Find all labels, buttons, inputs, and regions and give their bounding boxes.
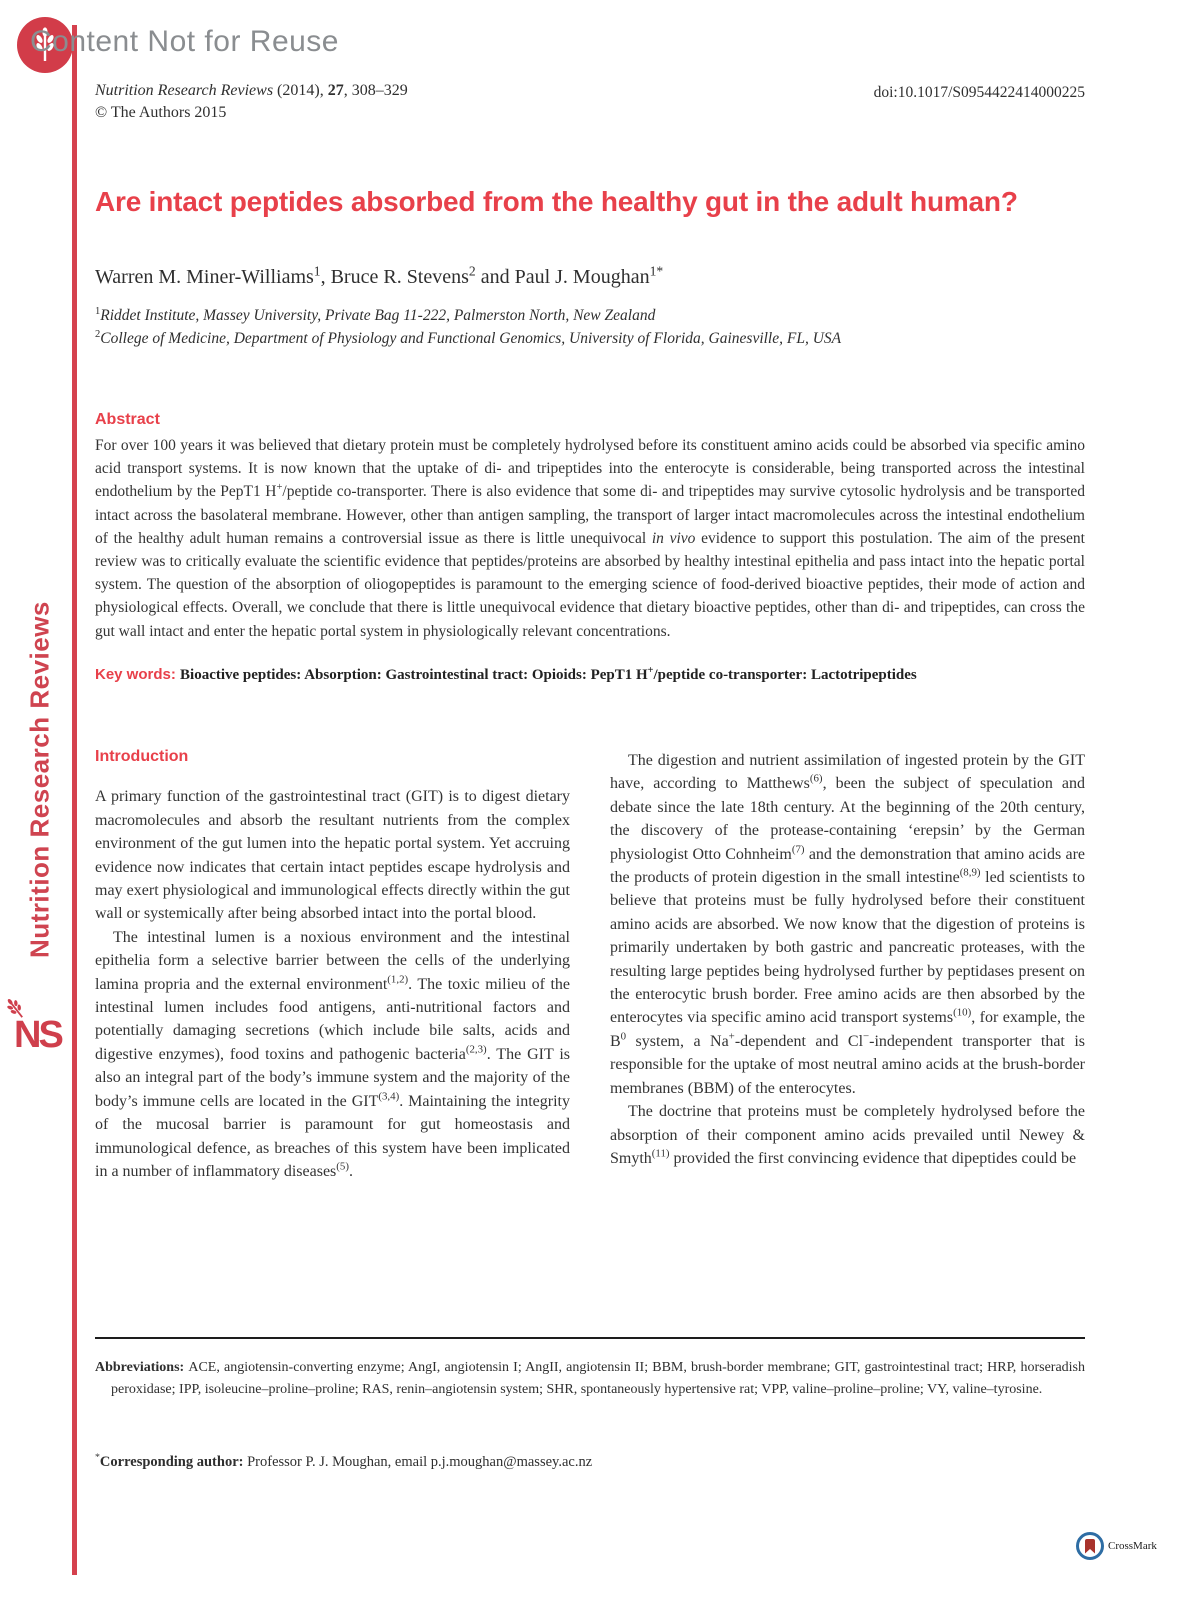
author-2: Bruce R. Stevens [330,266,469,288]
right-column [610,745,1085,1183]
journal-name: Nutrition Research Reviews [95,82,274,99]
article-title: Are intact peptides absorbed from the healthy gut in the adult human? [95,186,1018,217]
vertical-red-rule [72,25,77,1575]
crossmark-badge[interactable] [1076,1532,1157,1560]
paragraph: The doctrine that proteins must be completely hydrolysed before the absorption of their component amino acids prevailed until Newey & Smyth$^{(11)}$ provided the first convincing evidence that dipeptides could be [610,1103,1085,1167]
watermark-text: Content Not for Reuse [30,25,339,58]
sidebar-journal-name: Nutrition Research Reviews [24,601,55,959]
bookmark-icon [1085,1539,1095,1554]
author-1: Warren M. Miner-Williams [95,266,314,288]
left-column [95,745,570,1183]
paragraph: A primary function of the gastrointestinal tract (GIT) is to digest dietary macromolecules and absorb the resultant nutrients from the complex environment of the gut lumen into the hepatic portal system. Yet accruing evidence now indicates that certain intact peptides escape hydrolysis and may exert physiological and immunological effects directly within the gut wall or systemically after being absorbed intact into the portal blood. [95,788,570,923]
abstract-text: For over 100 years it was believed that dietary protein must be completely hydrolysed before its constituent amino acids could be absorbed via specific amino acid transport systems. It is now known that the uptake of di- and tripeptides into the enterocyte is considerable, being transported across the intestinal endothelium by the PepT1 H+/peptide co-transporter. There is also evidence that some di- and tripeptides may survive cytosolic hydrolysis and be transported intact across the basolateral membrane. However, other than antigen sampling, the transport of larger intact macromolecules across the intestinal endothelium of the healthy adult human remains a controversial issue as there is little unequivocal in vivo evidence to support this postulation. The aim of the present review was to critically evaluate the scientific evidence that peptides/proteins are absorbed by healthy intestinal epithelia and pass intact into the hepatic portal system. The question of the absorption of oliogopeptides is paramount to the emerging science of food-derived bioactive peptides, their mode of action and physiological effects. Overall, we conclude that there is little unequivocal evidence that dietary bioactive peptides, other than di- and tripeptides, can cross the gut wall intact and enter the hepatic portal system in physiologically relevant concentrations. [95,437,1085,640]
affiliations-block [95,304,1085,350]
affiliation-2: $^2$College of Medicine, Department of Physiology and Functional Genomics, University of Florida, Gainesville, FL, USA [95,328,842,347]
introduction-heading: Introduction [95,748,189,765]
volume-number: 27 [327,82,344,99]
doi-text: doi:10.1017/S0954422414000225 [873,84,1085,101]
corresponding-author-note: *Corresponding author: Professor P. J. Moughan, email p.j.moughan@massey.ac.nz [95,1452,593,1470]
article-body-columns [95,745,1085,1183]
footnote-rule [95,1337,1085,1339]
authors-line: Warren M. Miner-Williams$^1$, Bruce R. Stevens$^2$ and Paul J. Moughan$^{1*}$ [95,263,664,288]
abstract-heading: Abstract [95,411,160,428]
crossmark-icon [1076,1532,1104,1560]
paragraph: The intestinal lumen is a noxious environment and the intestinal epithelia form a selective barrier between the cells of the underlying lamina propria and the external environment$^{(1,2)}$. The toxic milieu of the intestinal lumen includes food antigens, anti-nutritional factors and potentially damaging secretions (which include bile salts, acids and digestive enzymes), food toxins and pathogenic bacteria$^{(2,3)}$. The GIT is also an integral part of the body’s immune system and the majority of the body’s immune cells are located in the GIT$^{(3,4)}$. Maintaining the integrity of the mucosal barrier is paramount for gut homeostasis and immunological defence, as breaches of this system have been implicated in a number of inflammatory diseases$^{(5)}$. [95,928,571,1180]
author-3: Paul J. Moughan [514,266,650,288]
keywords-line [95,666,1085,684]
abbreviations-note: Abbreviations: ACE, angiotensin-converting enzyme; AngI, angiotensin I; AngII, angiotensin II; BBM, brush-border membrane; GIT, gastrointestinal tract; HRP, horseradish peroxidase; IPP, isoleucine–proline–proline; RAS, renin–angiotensin system; SHR, spontaneously hypertensive rat; VPP, valine–proline–proline; VY, valine–tyrosine. [95,1360,1085,1397]
keywords-content: Bioactive peptides: Absorption: Gastrointestinal tract: Opioids: PepT1 H+/peptide co-transporter: Lactotripeptides [180,665,917,683]
copyright-line: © The Authors 2015 [95,104,227,121]
paragraph: The digestion and nutrient assimilation of ingested protein by the GIT have, according to Matthews$^{(6)}$, been the subject of speculation and debate since the late 18th century. At the beginning of the 20th century, the discovery of the protease-containing ‘erepsin’ by the German physiologist Otto Cohnheim$^{(7)}$ and the demonstration that amino acids are the products of protein digestion in the small intestine$^{(8,9)}$ led scientists to believe that proteins must be fully hydrolysed before their constituent amino acids are absorbed. We now know that the digestion of proteins is primarily undertaken by both gastric and pancreatic proteases, with the resulting large peptides being hydrolysed further by peptidases present on the enterocytic brush border. Free amino acids are then absorbed by the enterocytes via specific amino acid transport systems$^{(10)}$, for example, the $B^0$ system, a Na+-dependent and Cl−-independent transporter that is responsible for the uptake of most neutral amino acids at the brush-border membranes (BBM) of the enterocytes. [610,752,1086,1097]
crossmark-label: CrossMark [1108,1540,1157,1552]
nutrition-society-logo [10,1000,68,1058]
affiliation-1: $^1$Riddet Institute, Massey University, Private Bag 11-222, Palmerston North, New Zealand [95,305,656,324]
journal-citation-line: Nutrition Research Reviews (2014), 27, 308–329 [95,82,408,99]
keywords-label: Key words: [95,666,181,683]
ns-logo-letters: NS [14,1014,61,1056]
